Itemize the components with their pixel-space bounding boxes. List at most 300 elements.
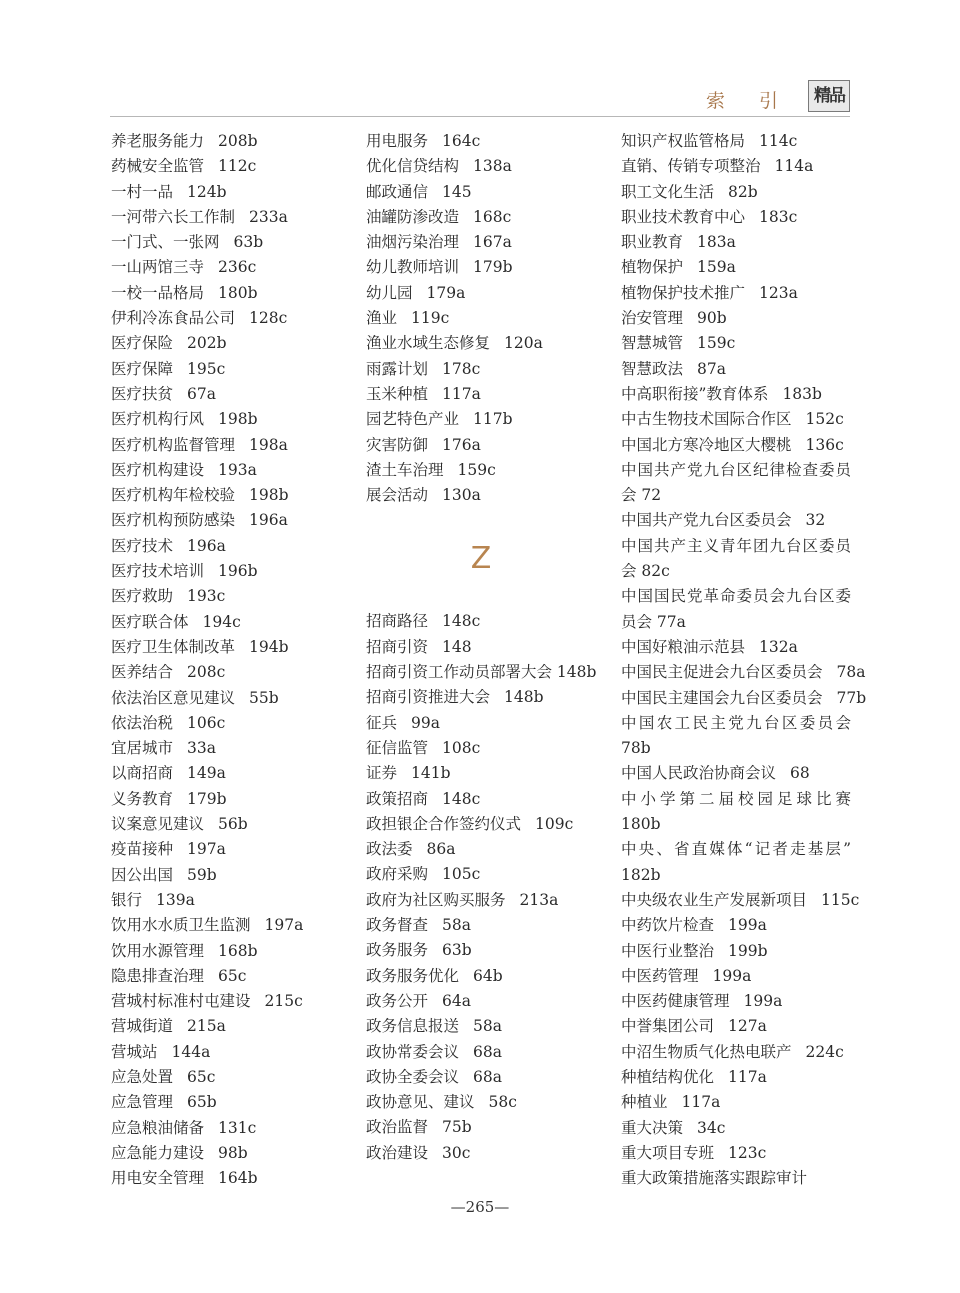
index-term: 药械安全监管 [111, 157, 205, 176]
index-entry [366, 255, 611, 280]
page-reference: 59b [187, 865, 217, 884]
page-reference: 65b [187, 1093, 217, 1112]
page-reference: 149a [187, 764, 226, 783]
index-term: 灾害防御 [366, 435, 429, 454]
page-reference: 197a [264, 916, 304, 935]
index-entry [366, 205, 611, 230]
page-reference: 87a [697, 359, 726, 378]
index-term: 医疗机构年检校验 [111, 486, 236, 505]
index-entry [111, 584, 356, 609]
index-entry [366, 711, 611, 736]
index-term: 中医行业整治 [621, 941, 715, 960]
page-reference: 198b [218, 410, 258, 429]
index-entry [621, 129, 851, 154]
page-reference: 141b [411, 764, 451, 783]
page-reference: 176a [442, 435, 481, 454]
index-term: 医疗保障 [111, 359, 174, 378]
page-reference: 183c [759, 207, 798, 226]
page-reference: 178c [442, 359, 481, 378]
index-entry [621, 1166, 851, 1191]
index-term: 政务督查 [366, 916, 429, 935]
index-term: 重大项目专班 [621, 1143, 715, 1162]
index-term: 展会活动 [366, 486, 429, 505]
index-entry [111, 1166, 356, 1191]
page-reference: 117b [473, 410, 513, 429]
index-term: 隐患排查治理 [111, 966, 205, 985]
index-entry [621, 660, 866, 685]
index-term: 银行 [111, 890, 143, 909]
index-entry [366, 761, 611, 786]
index-term: 渔业水域生态修复 [366, 334, 491, 353]
page-reference: 120a [504, 334, 543, 353]
index-term: 一村一品 [111, 182, 174, 201]
index-entry [621, 1116, 851, 1141]
index-entry [111, 534, 356, 559]
page-reference: 198a [249, 435, 288, 454]
index-entry [621, 584, 851, 635]
index-entry [621, 331, 851, 356]
index-entry [366, 837, 611, 862]
index-column-3 [621, 129, 867, 1191]
page-reference: 148c [442, 612, 481, 631]
index-term: 以商招商 [111, 764, 174, 783]
index-term: 义务教育 [111, 789, 174, 808]
index-entry [621, 711, 851, 762]
index-term: 议案意见建议 [111, 815, 205, 834]
index-term: 医疗卫生体制改革 [111, 637, 236, 656]
page-reference: 90b [697, 309, 727, 328]
page-reference: 119c [411, 309, 450, 328]
index-term: 医疗保险 [111, 334, 174, 353]
index-entry [111, 129, 356, 154]
index-term: 政治监督 [366, 1118, 429, 1137]
index-term: 玉米种植 [366, 384, 429, 403]
index-term: 优化信贷结构 [366, 157, 460, 176]
index-entry [366, 938, 611, 963]
index-entry [111, 230, 356, 255]
index-term: 植物保护技术推广 [621, 283, 746, 302]
page-reference: 213a [519, 890, 559, 909]
index-entry [621, 534, 851, 585]
index-entry [111, 255, 356, 280]
index-term: 疫苗接种 [111, 840, 174, 859]
page-reference: 144a [171, 1042, 211, 1061]
index-term: 招商路径 [366, 612, 429, 631]
page-reference: 56b [218, 815, 248, 834]
index-term: 中医药健康管理 [621, 992, 730, 1011]
index-entry [366, 1115, 611, 1140]
page-reference: 82b [728, 182, 758, 201]
page-reference: 63b [233, 233, 264, 252]
page-reference: 196a [249, 511, 288, 530]
index-entry [111, 382, 356, 407]
index-entry [111, 407, 356, 432]
index-term: 中央级农业生产发展新项目 [621, 890, 808, 909]
index-entry [366, 913, 611, 938]
index-entry [621, 787, 851, 838]
index-entry [366, 787, 611, 812]
page-reference: 68a [473, 1042, 502, 1061]
index-term: 政务服务 [366, 941, 429, 960]
index-entry [621, 433, 851, 458]
page-reference: 78a [836, 663, 866, 682]
index-entry [366, 230, 611, 255]
index-term: 种植业 [621, 1093, 668, 1112]
index-entry [621, 964, 851, 989]
index-term: 用电服务 [366, 132, 429, 150]
index-term: 政协常委会议 [366, 1042, 460, 1061]
page-reference: 128c [249, 309, 288, 328]
page-reference: 179b [473, 258, 513, 277]
index-entry [366, 1040, 611, 1065]
page-reference: 105c [442, 865, 481, 884]
index-term: 雨露计划 [366, 359, 429, 378]
index-term: 证券 [366, 764, 398, 783]
index-term: 幼儿园 [366, 283, 413, 302]
index-entry [111, 1014, 356, 1039]
page-reference: 115c [821, 890, 860, 909]
page-reference: 199a [728, 916, 767, 935]
index-entry [111, 1141, 356, 1166]
index-term: 医疗机构建设 [111, 460, 205, 479]
index-entry [111, 964, 356, 989]
index-entry [621, 205, 851, 230]
index-term: 应急粮油储备 [111, 1118, 205, 1137]
index-term: 政府采购 [366, 865, 429, 884]
index-entry [111, 433, 356, 458]
index-term: 中誉集团公司 [621, 1017, 715, 1036]
index-entry [621, 180, 851, 205]
page-reference: 109c [535, 814, 574, 833]
page-reference: 63b [442, 941, 472, 960]
page-reference: 196a [187, 536, 226, 555]
index-term: 医养结合 [111, 663, 174, 682]
index-term: 中国民主建国会九台区委员会 [621, 688, 823, 707]
page-reference: 159c [697, 334, 736, 353]
index-term: 征兵 [366, 713, 398, 732]
index-entry [111, 812, 356, 837]
index-entry [366, 281, 611, 306]
index-term: 渔业 [366, 309, 398, 328]
page-reference: 65c [187, 1067, 216, 1086]
index-term: 中古生物技术国际合作区 [621, 410, 792, 429]
index-entry [621, 635, 851, 660]
index-term: 用电安全管理 [111, 1169, 205, 1188]
index-entry [111, 863, 356, 888]
index-column-2 [366, 129, 611, 1166]
index-entry [111, 483, 356, 508]
index-term: 政府为社区购买服务 [366, 890, 506, 909]
page-reference: 148c [442, 789, 481, 808]
index-entry [366, 862, 611, 887]
page-reference: 145 [442, 182, 472, 201]
index-entry [111, 787, 356, 812]
index-term: 医疗联合体 [111, 612, 189, 631]
index-term: 饮用水源管理 [111, 941, 205, 960]
index-entry [621, 1090, 851, 1115]
page-reference: 196b [218, 562, 258, 581]
index-entry [366, 736, 611, 761]
page-reference: 64a [442, 991, 471, 1010]
book-logo: 精品 [808, 80, 850, 112]
index-entry [366, 964, 611, 989]
page-reference: 159a [697, 258, 736, 277]
index-entry [111, 1090, 356, 1115]
index-entry [366, 129, 611, 154]
index-term: 渣土车治理 [366, 460, 444, 479]
index-entry [111, 761, 356, 786]
page-reference: 58a [442, 916, 471, 935]
page-reference: 58c [488, 1093, 517, 1112]
page-reference: 183a [697, 233, 736, 252]
index-entry [111, 331, 356, 356]
page-header [110, 80, 850, 117]
index-term: 中国人民政治协商会议 [621, 764, 777, 783]
index-entry [366, 888, 611, 913]
page-reference: 132a [759, 637, 798, 656]
index-term: 中小学第二届校园足球比赛 180b [621, 789, 851, 834]
page-reference: 86a [426, 840, 456, 859]
page-reference: 199a [712, 966, 752, 985]
index-term: 医疗机构行风 [111, 410, 205, 429]
page-reference: 117a [442, 384, 481, 403]
page-reference: 152c [805, 410, 844, 429]
index-entry [111, 888, 356, 913]
page-reference: 123c [728, 1143, 767, 1162]
index-term: 应急能力建设 [111, 1143, 205, 1162]
index-entry [621, 255, 851, 280]
page-reference: 99a [411, 713, 440, 732]
index-entry [621, 407, 851, 432]
page-reference: 194c [202, 612, 241, 631]
index-entry [111, 711, 356, 736]
index-entry [111, 357, 356, 382]
index-entry [366, 635, 611, 660]
index-entry [111, 559, 356, 584]
page-reference: 164c [442, 132, 481, 150]
index-column-1 [111, 129, 356, 1191]
index-term: 政务服务优化 [366, 966, 460, 985]
index-entry [111, 281, 356, 306]
index-term: 一门式、一张网 [111, 233, 220, 252]
index-term: 种植结构优化 [621, 1067, 715, 1086]
page-reference: 148 [442, 637, 472, 656]
index-term: 招商引资 [366, 637, 429, 656]
page-reference: 123a [759, 283, 798, 302]
page-reference: 159c [457, 460, 496, 479]
index-term: 医疗技术培训 [111, 562, 205, 581]
page-number: —265— [450, 1198, 510, 1216]
page-reference: 77b [836, 688, 867, 707]
index-entry [366, 331, 611, 356]
page-reference: 34c [697, 1118, 726, 1137]
page-reference: 32 [805, 511, 826, 530]
page-reference: 224c [805, 1042, 844, 1061]
index-entry [111, 610, 356, 635]
index-term: 中国共产主义青年团九台区委员会 82c [621, 536, 851, 581]
index-entry [621, 989, 851, 1014]
index-term: 营城街道 [111, 1017, 174, 1036]
index-entry [111, 660, 356, 685]
page-reference: 68a [473, 1067, 502, 1086]
index-term: 一校一品格局 [111, 283, 205, 302]
index-term: 中国北方寒冷地区大樱桃 [621, 435, 792, 454]
index-term: 招商引资工作动员部署大会 148b [366, 663, 597, 682]
index-term: 油罐防渗改造 [366, 207, 460, 226]
page-reference: 117a [728, 1067, 767, 1086]
page-reference: 164b [218, 1169, 258, 1188]
index-entry [111, 736, 356, 761]
index-entry [366, 685, 611, 710]
index-entry [621, 1065, 851, 1090]
page-reference: 30c [442, 1143, 471, 1162]
page-reference: 167a [473, 233, 512, 252]
index-term: 中央、省直媒体“记者走基层” 182b [621, 840, 851, 884]
index-entry [366, 609, 611, 634]
index-term: 幼儿教师培训 [366, 258, 460, 277]
index-term: 饮用水水质卫生监测 [111, 916, 251, 935]
index-entry [366, 812, 611, 837]
index-term: 一山两馆三寺 [111, 258, 205, 277]
index-entry [111, 989, 356, 1014]
page-reference: 202b [187, 334, 227, 353]
index-entry [621, 761, 851, 786]
index-entry [621, 1141, 851, 1166]
page-reference: 65c [218, 966, 247, 985]
index-term: 直销、传销专项整治 [621, 157, 761, 176]
index-term: 职工文化生活 [621, 182, 715, 201]
index-entry [621, 306, 851, 331]
index-entry [366, 357, 611, 382]
page-reference: 108c [442, 738, 481, 757]
index-entry [621, 913, 851, 938]
index-entry [366, 989, 611, 1014]
page-reference: 136c [805, 435, 844, 454]
index-term: 政法委 [366, 840, 413, 859]
page-reference: 179b [187, 789, 227, 808]
index-term: 养老服务能力 [111, 132, 205, 150]
page-reference: 130a [442, 486, 481, 505]
index-term: 重大政策措施落实跟踪审计 [621, 1169, 808, 1188]
index-term: 应急管理 [111, 1093, 174, 1112]
index-term: 一河带六长工作制 [111, 207, 236, 226]
index-entry [621, 888, 860, 913]
page-reference: 236c [218, 258, 257, 277]
index-entry [111, 939, 356, 964]
index-term: 油烟污染治理 [366, 233, 460, 252]
index-term: 医疗扶贫 [111, 384, 174, 403]
page-reference: 193c [187, 587, 226, 606]
index-entry [366, 154, 611, 179]
page-reference: 124b [187, 182, 227, 201]
index-term: 中国共产党九台区委员会 [621, 511, 792, 530]
index-term: 中国民主促进会九台区委员会 [621, 663, 823, 682]
page-reference: 199a [743, 992, 783, 1011]
page-reference: 98b [218, 1143, 248, 1162]
index-term: 应急处置 [111, 1067, 174, 1086]
index-term: 重大决策 [621, 1118, 684, 1137]
index-entry [111, 508, 356, 533]
page-reference: 55b [249, 688, 279, 707]
index-entry [366, 180, 611, 205]
page-reference: 215a [187, 1017, 226, 1036]
page-reference: 33a [187, 739, 216, 758]
index-term: 医疗技术 [111, 536, 174, 555]
index-entry [366, 433, 611, 458]
index-term: 园艺特色产业 [366, 410, 460, 429]
index-term: 植物保护 [621, 258, 684, 277]
page-reference: 64b [473, 966, 503, 985]
index-entry [111, 837, 356, 862]
page-reference: 183b [782, 384, 822, 403]
index-entry [111, 154, 356, 179]
section-title: 索 引 [705, 90, 792, 112]
page-reference: 197a [187, 840, 226, 859]
index-entry [621, 1040, 851, 1065]
index-term: 政务公开 [366, 991, 429, 1010]
page-reference: 198b [249, 486, 289, 505]
index-entry [621, 154, 851, 179]
index-term: 征信监管 [366, 738, 429, 757]
index-term: 职业教育 [621, 233, 684, 252]
index-term: 依法治税 [111, 713, 174, 732]
page-reference: 106c [187, 713, 226, 732]
index-term: 医疗机构预防感染 [111, 511, 236, 530]
page-reference: 168c [473, 207, 512, 226]
page-reference: 112c [218, 157, 257, 176]
page-reference: 139a [156, 890, 195, 909]
page-reference: 114c [759, 132, 798, 150]
page-reference: 168b [218, 941, 258, 960]
page-reference: 148b [504, 688, 544, 707]
section-letter: Z [470, 541, 492, 577]
index-term: 政担银企合作签约仪式 [366, 814, 522, 833]
index-entry [366, 382, 611, 407]
index-term: 中药饮片检查 [621, 916, 715, 935]
index-entry [111, 686, 356, 711]
page-reference: 58a [473, 1017, 502, 1036]
index-term: 医疗机构监督管理 [111, 435, 236, 454]
index-term: 治安管理 [621, 309, 684, 328]
index-entry [366, 407, 611, 432]
page-reference: 215c [264, 992, 303, 1011]
index-term: 智慧政法 [621, 359, 684, 378]
index-term: 邮政通信 [366, 182, 429, 201]
index-entry [111, 1065, 356, 1090]
index-term: 中国国民党革命委员会九台区委员会 77a [621, 587, 851, 631]
index-entry [621, 837, 851, 888]
page-reference: 208b [218, 132, 258, 150]
page-reference: 195c [187, 359, 226, 378]
index-entry [111, 913, 356, 938]
index-entry [111, 458, 356, 483]
index-term: 政务信息报送 [366, 1017, 460, 1036]
index-entry [366, 1141, 611, 1166]
page-reference: 131c [218, 1118, 257, 1137]
page-reference: 67a [187, 384, 216, 403]
index-entry [621, 281, 851, 306]
page-reference: 194b [249, 637, 289, 656]
index-entry [366, 483, 611, 508]
page-reference: 68 [790, 764, 810, 783]
index-entry [621, 1014, 851, 1039]
page-reference: 193a [218, 460, 257, 479]
index-term: 中医药管理 [621, 966, 699, 985]
index-term: 宜居城市 [111, 739, 174, 758]
index-term: 中国农工民主党九台区委员会 78b [621, 713, 851, 758]
index-entry [366, 660, 611, 685]
index-term: 营城村标准村屯建设 [111, 992, 251, 1011]
